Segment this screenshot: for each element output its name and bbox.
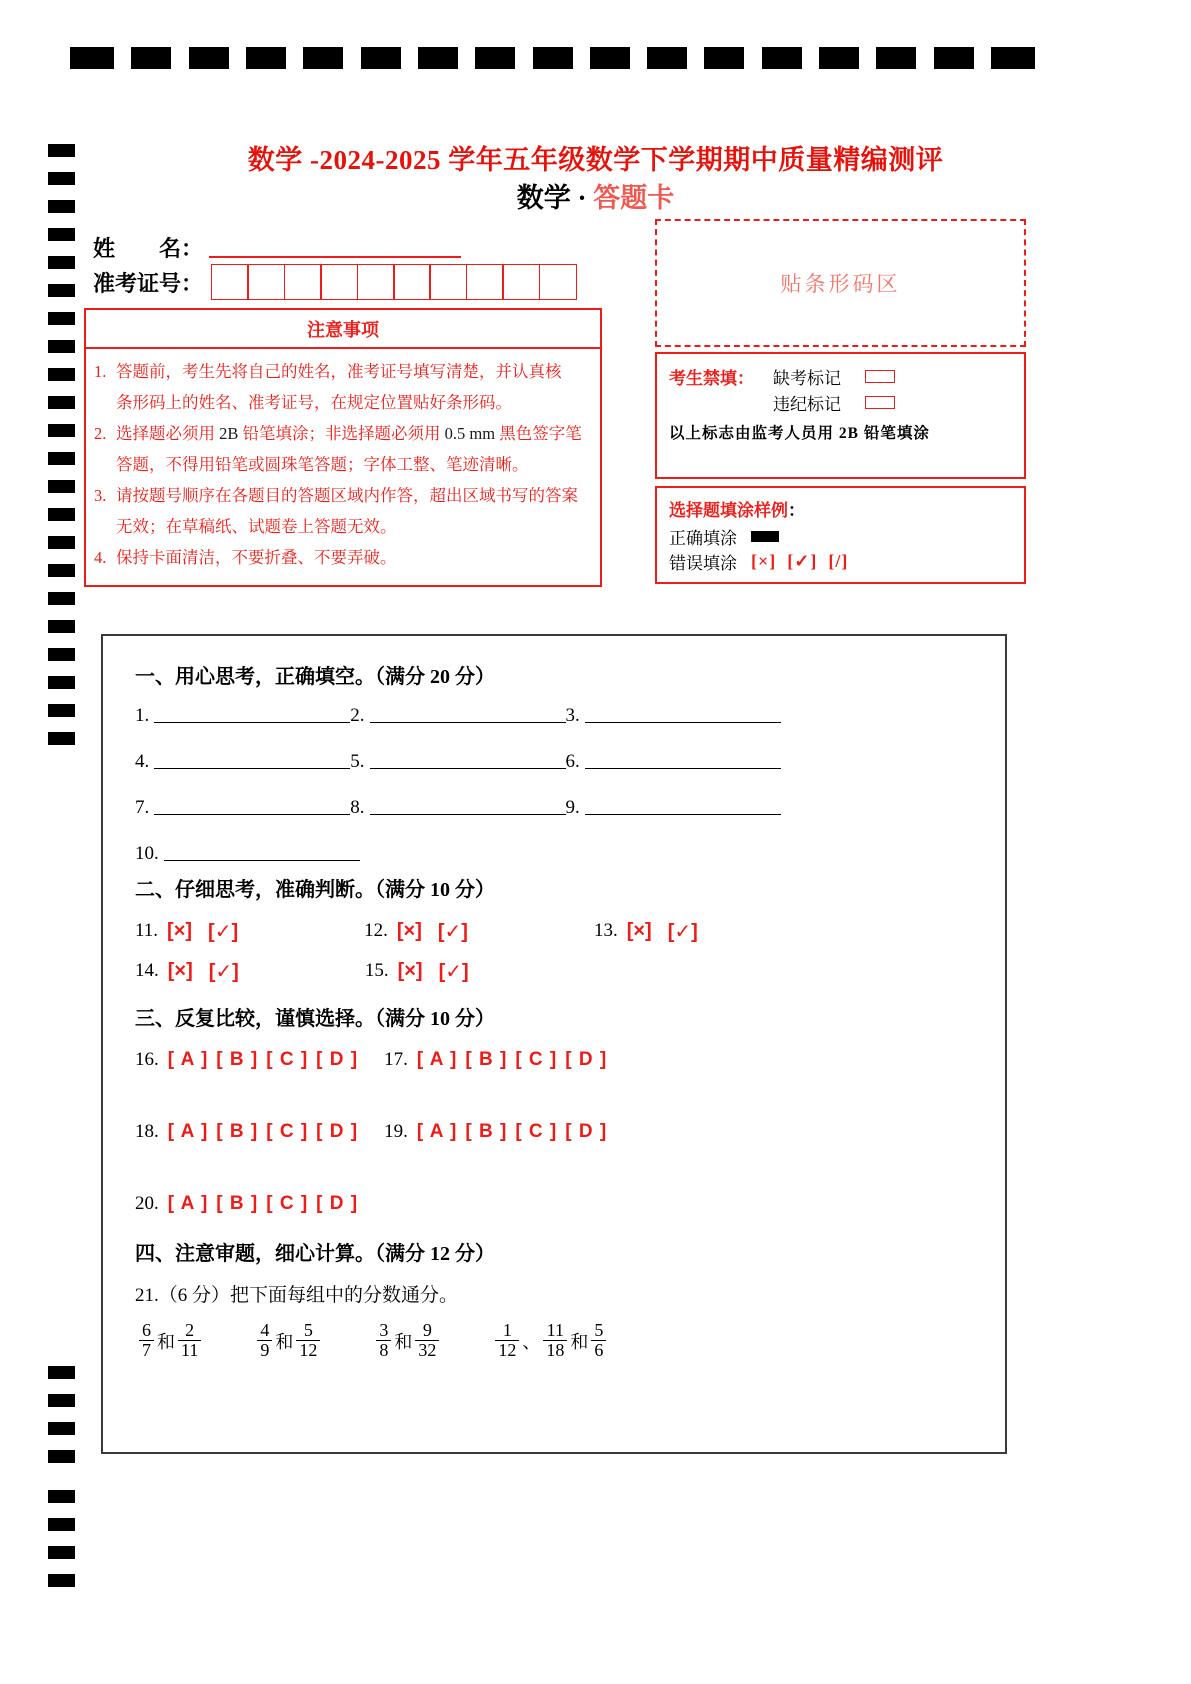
notice-box [84, 308, 602, 587]
blank-item [350, 797, 565, 819]
blank-answer-line[interactable] [585, 768, 781, 769]
notice-text-fragment: 保持卡面清洁，不要折叠、不要弄破。 [116, 548, 397, 568]
blank-answer-line[interactable] [370, 722, 566, 723]
fraction-group [376, 1321, 439, 1361]
judgement-item [594, 919, 714, 944]
judgement-option-bubble[interactable]: [✓] [667, 920, 698, 943]
question-21-fraction-groups [139, 1321, 983, 1361]
fraction-numerator: 4 [260, 1320, 270, 1340]
timing-mark [762, 47, 802, 69]
choice-item [384, 1121, 615, 1143]
proctor-footnote [669, 421, 1012, 443]
choice-option-bubble[interactable]: [ C ] [515, 1049, 558, 1070]
judgement-row [135, 956, 983, 986]
choice-item [384, 1049, 615, 1071]
question-number: 18. [135, 1121, 159, 1142]
name-field-row [93, 232, 461, 263]
fraction-denominator: 12 [296, 1340, 320, 1360]
timing-mark [48, 368, 75, 381]
fraction-denominator: 9 [257, 1340, 272, 1360]
judgement-option-bubble[interactable]: [×] [167, 919, 193, 942]
fraction-numerator: 2 [185, 1320, 195, 1340]
fraction-group [257, 1321, 320, 1361]
blank-item [350, 705, 565, 727]
timing-mark [475, 47, 515, 69]
choice-row [135, 1117, 983, 1147]
fraction-numerator: 11 [546, 1320, 565, 1340]
choice-option-bubble[interactable]: [ B ] [216, 1049, 259, 1070]
fraction-numerator: 5 [303, 1320, 313, 1340]
timing-mark [48, 396, 75, 409]
choice-option-bubble[interactable]: [ B ] [465, 1121, 508, 1142]
notice-item [94, 419, 590, 480]
exam-id-boxes[interactable] [211, 264, 577, 300]
blank-number: 5. [350, 751, 365, 772]
timing-mark [48, 592, 75, 605]
fraction-joiner: 和 [570, 1331, 589, 1352]
fraction-numerator: 9 [422, 1320, 432, 1340]
timing-mark [48, 340, 75, 353]
timing-mark [48, 704, 75, 717]
fraction-joiner: 和 [157, 1331, 175, 1352]
timing-mark [876, 47, 916, 69]
filling-sample-title [669, 496, 1012, 521]
choice-option-bubble[interactable]: [ A ] [167, 1049, 209, 1070]
blank-number: 6. [565, 751, 580, 772]
fraction-group [139, 1321, 201, 1361]
name-label: 姓 名： [93, 236, 204, 261]
answer-area-panel [101, 634, 1007, 1454]
page-title: 数学 -2024-2025 学年五年级数学下学期期中质量精编测评 [247, 145, 944, 175]
fill-in-blank-rows [125, 703, 983, 865]
exam-id-cell[interactable] [393, 264, 431, 300]
choice-option-bubble[interactable]: [ B ] [216, 1193, 259, 1214]
filling-sample-title-colon: ： [788, 501, 805, 520]
blank-answer-line[interactable] [164, 860, 360, 861]
blank-number: 8. [350, 797, 365, 818]
timing-mark [48, 1366, 75, 1379]
choice-option-bubble[interactable]: [ C ] [515, 1121, 558, 1142]
question-number: 13. [593, 920, 618, 941]
exam-id-cell[interactable] [320, 264, 358, 300]
exam-id-cell[interactable] [357, 264, 395, 300]
proctor-footnote-part1: 以上标志由监考人员用 [669, 425, 839, 442]
question-number: 20. [135, 1193, 159, 1214]
question-number: 15. [364, 960, 389, 981]
question-number: 12. [364, 920, 388, 941]
fraction-denominator: 11 [178, 1340, 201, 1360]
violation-mark-row [669, 389, 1012, 415]
proctor-footnote-part2: 2B 铅笔填涂 [838, 425, 930, 442]
timing-mark [48, 424, 75, 437]
notice-item-text [116, 419, 590, 480]
absent-mark-row [669, 363, 1012, 389]
timing-mark [48, 480, 75, 493]
timing-mark [48, 676, 75, 689]
timing-mark [418, 47, 458, 69]
blank-item [135, 843, 360, 865]
blank-answer-line[interactable] [154, 722, 350, 723]
notice-item [94, 481, 590, 542]
blank-item [135, 797, 350, 819]
fraction-denominator: 32 [415, 1340, 439, 1360]
choice-option-bubble[interactable]: [ C ] [266, 1049, 309, 1070]
blank-number: 9. [565, 797, 580, 818]
fraction [415, 1321, 439, 1361]
top-timing-marks [70, 47, 1035, 69]
blank-number: 7. [135, 797, 150, 818]
choice-option-bubble[interactable]: [ A ] [416, 1049, 458, 1070]
choice-row [135, 1189, 983, 1219]
blank-answer-line[interactable] [585, 814, 781, 815]
subtitle-subject: 数学 · [516, 183, 594, 213]
choice-option-bubble[interactable]: [ C ] [266, 1121, 309, 1142]
blank-answer-line[interactable] [154, 768, 350, 769]
exam-id-cell[interactable] [466, 264, 504, 300]
fraction-denominator: 6 [591, 1340, 606, 1360]
exam-id-cell[interactable] [429, 264, 467, 300]
exam-id-cell[interactable] [211, 264, 249, 300]
timing-mark [48, 564, 75, 577]
timing-mark [48, 228, 75, 241]
exam-id-cell[interactable] [502, 264, 540, 300]
blank-item [566, 705, 781, 727]
choice-option-bubble[interactable]: [ A ] [167, 1121, 209, 1142]
notice-text-fragment: 答题，不得用铅笔或圆珠笔答题；字体工整、笔迹清晰。 [116, 454, 529, 474]
fraction-group [495, 1321, 606, 1361]
blank-row [135, 749, 983, 773]
wrong-fill-mark: [✓] [787, 551, 818, 571]
notice-text-fragment: 无效；在草稿纸、试题卷上答题无效。 [116, 516, 397, 536]
timing-mark [48, 732, 75, 745]
wrong-fill-label: 错误填涂 [669, 554, 737, 573]
timing-mark [48, 452, 75, 465]
fraction [495, 1321, 519, 1361]
wrong-fill-row [669, 549, 1012, 574]
judgement-item [365, 959, 485, 984]
timing-mark [48, 1450, 75, 1463]
question-21-prompt: 21.（6 分）把下面每组中的分数通分。 [135, 1285, 459, 1306]
judgement-row [135, 916, 983, 946]
fraction [591, 1321, 606, 1361]
subtitle-answer-card: 答题卡 [593, 183, 675, 213]
name-input-line[interactable] [209, 256, 461, 258]
timing-mark [48, 312, 75, 325]
blank-number: 4. [135, 751, 150, 772]
choice-item [135, 1193, 366, 1215]
notice-item-number: 3. [94, 486, 107, 506]
blank-item [566, 751, 781, 773]
judgement-option-bubble[interactable]: [✓] [437, 920, 468, 943]
blank-item [135, 705, 350, 727]
timing-mark [934, 47, 974, 69]
question-number: 14. [135, 960, 159, 981]
fraction [543, 1321, 567, 1361]
blank-answer-line[interactable] [370, 768, 566, 769]
fraction-denominator: 18 [543, 1340, 567, 1360]
timing-mark [647, 47, 687, 69]
notice-title: 注意事项 [86, 310, 600, 349]
exam-id-cell[interactable] [539, 264, 577, 300]
fraction-joiner: 和 [394, 1331, 413, 1352]
judgement-item [135, 959, 255, 984]
proctor-box-title: 考生禁填： [669, 368, 754, 388]
notice-item-number: 1. [94, 362, 107, 381]
timing-mark [590, 47, 630, 69]
fraction-joiner: 、 [522, 1331, 541, 1352]
timing-mark [131, 47, 171, 69]
timing-mark [361, 47, 401, 69]
left-timing-marks-lower [48, 1490, 75, 1602]
choice-row [135, 1045, 983, 1075]
blank-number: 1. [135, 705, 150, 726]
question-number: 16. [135, 1049, 159, 1070]
exam-id-cell[interactable] [284, 264, 322, 300]
choice-option-bubble[interactable]: [ D ] [316, 1049, 359, 1070]
notice-text-fragment: 2B [219, 424, 239, 444]
notice-item-number: 2. [94, 424, 107, 444]
judgement-option-bubble[interactable]: [×] [396, 919, 422, 942]
fraction-denominator: 8 [376, 1340, 391, 1360]
fraction [296, 1321, 320, 1361]
timing-mark [48, 620, 75, 633]
timing-mark [48, 1518, 75, 1531]
wrong-fill-examples [751, 551, 859, 572]
blank-row [135, 795, 983, 819]
barcode-area-label: 贴条形码区 [780, 272, 901, 296]
choice-option-bubble[interactable]: [ D ] [316, 1193, 359, 1214]
notice-item-text [116, 481, 590, 542]
choice-option-bubble[interactable]: [ D ] [565, 1121, 608, 1142]
choice-option-bubble[interactable]: [ A ] [167, 1193, 209, 1214]
notice-item-text [116, 543, 590, 574]
notice-text-fragment: 0.5 mm [444, 424, 496, 444]
fraction [257, 1321, 272, 1361]
timing-mark [303, 47, 343, 69]
judgement-option-bubble[interactable]: [×] [626, 919, 652, 942]
notice-item-number: 4. [94, 548, 107, 568]
blank-item [135, 751, 350, 773]
fraction [376, 1321, 391, 1361]
timing-mark [48, 1394, 75, 1407]
notice-text-fragment: 选择题必须用 [116, 424, 220, 444]
timing-mark [48, 536, 75, 549]
blank-answer-line[interactable] [370, 814, 566, 815]
blank-row [135, 841, 983, 865]
timing-mark [704, 47, 744, 69]
section-heading-1: 一、用心思考，正确填空。（满分 20 分） [135, 666, 495, 688]
absent-mark-label: 缺考标记 [773, 368, 841, 388]
choice-option-bubble[interactable]: [ D ] [316, 1121, 359, 1142]
fraction-numerator: 6 [142, 1320, 151, 1340]
timing-mark [246, 47, 286, 69]
judgement-option-bubble[interactable]: [✓] [208, 920, 239, 943]
choice-item [135, 1049, 366, 1071]
correct-fill-row [669, 524, 1012, 549]
proctor-marks-box [655, 352, 1026, 479]
notice-list [86, 349, 600, 585]
timing-mark [189, 47, 229, 69]
judgement-option-bubble[interactable]: [✓] [438, 960, 469, 983]
blank-number: 10. [135, 843, 159, 864]
fraction-joiner: 和 [275, 1331, 294, 1352]
blank-item [350, 751, 565, 773]
judgement-option-bubble[interactable]: [✓] [208, 960, 239, 983]
notice-item-text [116, 357, 590, 418]
fraction-numerator: 3 [379, 1320, 389, 1340]
judgement-item [364, 919, 484, 944]
correct-fill-label: 正确填涂 [669, 529, 737, 548]
blank-number: 2. [350, 705, 365, 726]
fraction-numerator: 5 [594, 1320, 604, 1340]
notice-item [94, 543, 590, 574]
blank-answer-line[interactable] [154, 814, 350, 815]
question-number: 17. [384, 1049, 408, 1070]
choice-option-bubble[interactable]: [ B ] [465, 1049, 508, 1070]
notice-text-fragment: 条形码上的姓名、准考证号，在规定位置贴好条形码。 [116, 392, 512, 412]
fraction-denominator: 12 [495, 1340, 519, 1360]
judgement-option-bubble[interactable]: [×] [167, 959, 193, 982]
timing-mark [533, 47, 573, 69]
timing-mark [819, 47, 859, 69]
absent-mark-bubble[interactable] [865, 370, 895, 383]
left-timing-marks-middle [48, 1366, 75, 1478]
page-subtitle [0, 176, 1191, 215]
fraction [178, 1321, 201, 1361]
choice-item [135, 1121, 366, 1143]
section-heading-2: 二、仔细思考，准确判断。（满分 10 分） [135, 879, 495, 901]
blank-row [135, 703, 983, 727]
choice-rows [125, 1045, 983, 1219]
judgement-option-bubble[interactable]: [×] [397, 959, 423, 982]
section-heading-4: 四、注意审题，细心计算。（满分 12 分） [135, 1243, 495, 1265]
choice-option-bubble[interactable]: [ A ] [416, 1121, 458, 1142]
fraction [139, 1321, 154, 1361]
notice-item [94, 357, 590, 418]
notice-text-fragment: 黑色签字笔 [495, 424, 582, 444]
timing-mark [48, 1546, 75, 1559]
section-heading-3: 三、反复比较，谨慎选择。（满分 10 分） [135, 1008, 495, 1030]
notice-text-fragment: 请按题号顺序在各题目的答题区域内作答，超出区域书写的答案 [116, 486, 578, 506]
timing-mark [48, 648, 75, 661]
violation-mark-bubble[interactable] [865, 396, 895, 409]
notice-text-fragment: 答题前，考生先将自己的姓名，准考证号填写清楚，并认真核 [116, 362, 562, 381]
barcode-paste-area[interactable] [655, 219, 1026, 347]
choice-option-bubble[interactable]: [ B ] [216, 1121, 259, 1142]
choice-option-bubble[interactable]: [ C ] [266, 1193, 309, 1214]
fraction-denominator: 7 [139, 1340, 154, 1360]
filling-sample-title-text: 选择题填涂样例 [669, 501, 788, 520]
question-number: 11. [135, 920, 159, 941]
wrong-fill-mark: [/] [828, 551, 849, 571]
violation-mark-label: 违纪标记 [773, 394, 841, 414]
judgement-rows [125, 916, 983, 986]
blank-item [566, 797, 781, 819]
timing-mark [48, 1490, 75, 1503]
timing-mark [48, 1574, 75, 1587]
notice-text-fragment: 铅笔填涂；非选择题必须用 [238, 424, 445, 444]
exam-id-field-row [93, 264, 577, 300]
filling-sample-box [655, 486, 1026, 584]
exam-id-cell[interactable] [247, 264, 285, 300]
timing-mark [70, 47, 114, 69]
fraction-numerator: 1 [502, 1320, 512, 1340]
filled-bubble-swatch [751, 531, 779, 542]
question-number: 19. [384, 1121, 408, 1142]
timing-mark [48, 1422, 75, 1435]
blank-answer-line[interactable] [585, 722, 781, 723]
choice-option-bubble[interactable]: [ D ] [565, 1049, 608, 1070]
exam-id-label: 准考证号： [93, 270, 204, 296]
blank-number: 3. [565, 705, 580, 726]
judgement-item [135, 919, 254, 944]
timing-mark [48, 256, 75, 269]
wrong-fill-mark: [×] [751, 551, 777, 571]
timing-mark [991, 47, 1035, 69]
left-timing-marks-upper [48, 144, 75, 760]
timing-mark [48, 284, 75, 297]
timing-mark [48, 508, 75, 521]
